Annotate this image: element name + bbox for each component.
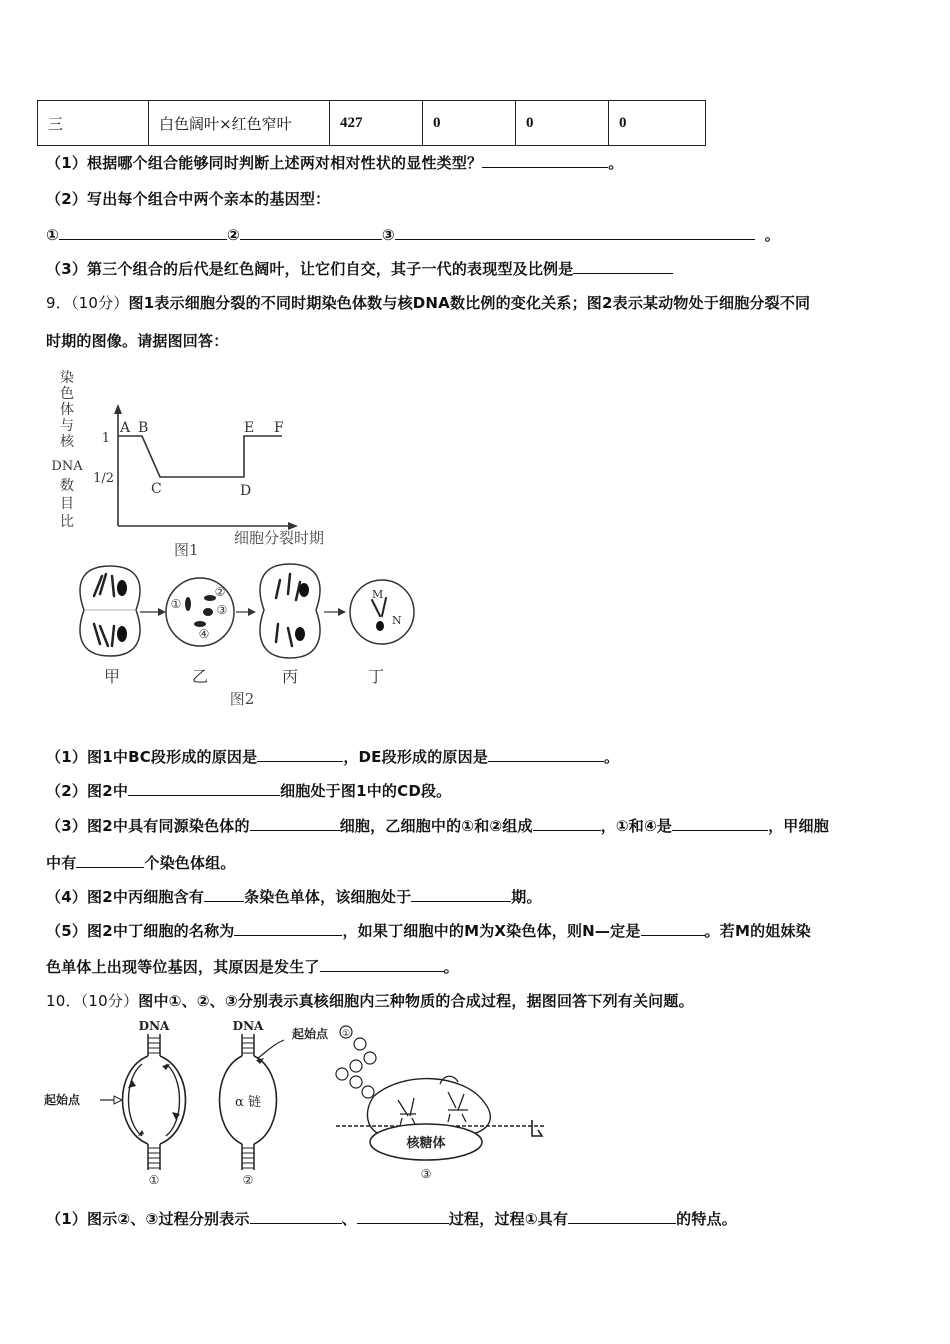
cell-jia — [80, 566, 140, 656]
dna-label-1: DNA — [138, 1019, 170, 1033]
answer-blank[interactable] — [672, 816, 768, 831]
translation-diagram — [336, 1026, 544, 1181]
fig1-xlabel: 细胞分裂时期 — [234, 529, 325, 547]
fig1-tick-1: 1 — [101, 431, 110, 446]
q10-sub1 — [46, 1208, 737, 1229]
q9-sub5-text-d: 色单体上出现等位基因，其原因是发生了 — [46, 958, 320, 976]
q8-sub1 — [46, 152, 623, 173]
fig1-ratio-line — [118, 436, 282, 477]
chromosome-n-label: N — [392, 614, 402, 627]
figure-2 — [70, 560, 420, 714]
q10-sub1-text-b: 、 — [341, 1210, 357, 1228]
fig1-ylabel-char: 体 — [60, 402, 74, 418]
fig1-ylabel-char: 目 — [60, 496, 74, 512]
arrow-icon — [324, 608, 346, 616]
q9-heading-cont — [46, 330, 228, 351]
cell-bing — [260, 564, 320, 658]
fig1-point-label: B — [138, 420, 149, 436]
q9-sub5-text-c: 。若M的姐妹染 — [704, 922, 811, 940]
cross-result-table — [37, 100, 706, 146]
q8-sub2-text: （2）写出每个组合中两个亲本的基因型： — [46, 190, 331, 208]
q9-sub1-end: 。 — [604, 748, 620, 766]
fig1-point-label: A — [120, 420, 131, 436]
figure-q10 — [44, 1018, 564, 1192]
chromosome-number: ③ — [216, 603, 228, 617]
answer-blank[interactable] — [204, 887, 244, 902]
q9-sub5-cont — [46, 956, 459, 977]
fig1-point-label: D — [240, 483, 252, 499]
q9-sub2-text-a: （2）图2中 — [46, 782, 129, 800]
answer-blank[interactable] — [250, 1209, 342, 1224]
q9-sub5-end: 。 — [443, 958, 459, 976]
q9-sub4-text-b: 条染色单体，该细胞处于 — [244, 888, 412, 906]
fig1-y-arrow — [114, 404, 122, 414]
answer-blank[interactable] — [411, 887, 511, 902]
table-cell-count-2: 0 — [423, 101, 516, 146]
q9-sub5-text-b: ，如果丁细胞中的M为X染色体，则N—定是 — [342, 922, 641, 940]
answer-blank[interactable] — [573, 259, 673, 274]
arrow-icon — [236, 608, 256, 616]
q10-sub1-text-d: 的特点。 — [676, 1210, 737, 1228]
process-number: ② — [242, 1173, 254, 1187]
figure-q10-diagram — [44, 1018, 564, 1188]
fig2-caption: 图2 — [229, 690, 255, 708]
table-cell-cross: 白色阔叶×红色窄叶 — [149, 101, 330, 146]
q9-sub5 — [46, 920, 811, 941]
q9-sub3-text-f: 个染色体组。 — [144, 854, 236, 872]
q9-sub3 — [46, 815, 829, 836]
fig1-ylabel-char: 染 — [60, 370, 74, 386]
chromosome-number: ② — [214, 585, 226, 599]
figure-1 — [50, 366, 360, 570]
table-cell-count-4: 0 — [609, 101, 706, 146]
q9-heading — [46, 292, 810, 313]
q8-sub2 — [46, 188, 330, 209]
answer-blank[interactable] — [76, 853, 144, 868]
fig1-point-label: C — [151, 481, 162, 497]
replication-diagram — [44, 1019, 186, 1187]
table-cell-group: 三 — [38, 101, 149, 146]
fig1-ylabel-char: 数 — [60, 478, 74, 494]
fig1-ylabel-char: DNA — [51, 459, 83, 474]
q9-sub3-text-d: ，甲细胞 — [768, 817, 829, 835]
q9-heading-text2: 时期的图像。请据图回答： — [46, 332, 229, 350]
chromosome-number: ① — [170, 597, 182, 611]
origin-label-left: 起始点 — [44, 1093, 81, 1107]
transcription-diagram — [220, 1019, 330, 1187]
table-row — [38, 101, 706, 146]
fig1-ylabel-char: 比 — [60, 514, 74, 530]
q10-sub1-text-c: 过程，过程①具有 — [448, 1210, 569, 1228]
process-number: ① — [341, 1029, 351, 1039]
fig1-point-label: F — [274, 420, 284, 436]
q9-sub3-text-a: （3）图2中具有同源染色体的 — [46, 817, 250, 835]
q8-blank-label-2: ② — [226, 226, 240, 244]
process-number: ① — [148, 1173, 160, 1187]
fig1-caption: 图1 — [174, 541, 199, 559]
cell-label: 丁 — [367, 667, 385, 686]
q8-sub3-text: （3）第三个组合的后代是红色阔叶，让它们自交，其子一代的表现型及比例是 — [46, 260, 574, 278]
answer-blank[interactable] — [395, 225, 755, 240]
q9-sub1 — [46, 746, 619, 767]
q8-sub1-text: （1）根据哪个组合能够同时判断上述两对相对性状的显性类型？ — [46, 154, 483, 172]
q9-sub4 — [46, 886, 542, 907]
alpha-chain-label: α 链 — [235, 1095, 261, 1110]
answer-blank[interactable] — [250, 816, 340, 831]
origin-label-right: 起始点 — [292, 1027, 329, 1041]
fig1-tick-half: 1/2 — [93, 471, 114, 486]
fig1-ylabel-char: 与 — [60, 418, 74, 434]
figure-2-cells — [70, 560, 420, 710]
answer-blank[interactable] — [533, 816, 601, 831]
answer-blank[interactable] — [234, 921, 342, 936]
q9-number: 9．（10分） — [46, 294, 129, 312]
answer-blank[interactable] — [357, 1209, 449, 1224]
fig1-point-label: E — [244, 420, 255, 436]
cell-label: 甲 — [103, 667, 121, 686]
q8-sub3 — [46, 258, 673, 279]
cell-label: 乙 — [191, 667, 209, 686]
fig1-ylabel-char: 核 — [60, 434, 74, 450]
arrow-icon — [140, 608, 166, 616]
chromosome-number: ④ — [198, 627, 210, 641]
q9-sub2-text-b: 细胞处于图1中的CD段。 — [280, 782, 452, 800]
table-cell-count-1: 427 — [330, 101, 423, 146]
fig1-ylabel-char: 色 — [60, 386, 74, 402]
q9-sub3-cont — [46, 852, 236, 873]
cell-label: 丙 — [281, 667, 299, 686]
chromosome-m-label: M — [372, 588, 384, 601]
q9-sub1-text-a: （1）图1中BC段形成的原因是 — [46, 748, 258, 766]
answer-blank[interactable] — [482, 153, 608, 168]
q9-sub3-text-c: ，①和④是 — [600, 817, 673, 835]
q9-sub5-text-a: （5）图2中丁细胞的名称为 — [46, 922, 235, 940]
q9-sub3-text-b: 细胞，乙细胞中的①和②组成 — [339, 817, 533, 835]
q10-sub1-text-a: （1）图示②、③过程分别表示 — [46, 1210, 250, 1228]
q8-blank-label-3: ③ — [381, 226, 395, 244]
answer-blank[interactable] — [128, 781, 280, 796]
figure-1-graph — [50, 366, 360, 566]
q9-sub1-text-b: ，DE段形成的原因是 — [343, 748, 489, 766]
q8-sub2-end: 。 — [764, 226, 780, 244]
q9-sub3-text-e: 中有 — [46, 854, 77, 872]
table-cell-count-3: 0 — [516, 101, 609, 146]
q10-heading — [46, 990, 694, 1011]
q8-sub2-blanks — [46, 224, 780, 245]
q8-blank-label-1: ① — [46, 226, 59, 244]
q8-sub1-end: 。 — [608, 154, 624, 172]
ribosome-label: 核糖体 — [406, 1136, 446, 1151]
q9-sub4-text-c: 期。 — [511, 888, 542, 906]
process-number: ③ — [420, 1167, 432, 1181]
answer-blank[interactable] — [257, 747, 343, 762]
answer-blank[interactable] — [641, 921, 705, 936]
answer-blank[interactable] — [59, 225, 227, 240]
q9-heading-text: 图1表示细胞分裂的不同时期染色体数与核DNA数比例的变化关系；图2表示某动物处于细胞分裂不同 — [128, 294, 811, 312]
answer-blank[interactable] — [488, 747, 604, 762]
answer-blank[interactable] — [240, 225, 382, 240]
dna-label-2: DNA — [232, 1019, 264, 1033]
answer-blank[interactable] — [568, 1209, 676, 1224]
q9-sub4-text-a: （4）图2中丙细胞含有 — [46, 888, 205, 906]
q9-sub2 — [46, 780, 451, 801]
q10-heading-text: 图中①、②、③分别表示真核细胞内三种物质的合成过程，据图回答下列有关问题。 — [138, 992, 694, 1010]
q10-number: 10．（10分） — [46, 992, 139, 1010]
answer-blank[interactable] — [320, 957, 444, 972]
